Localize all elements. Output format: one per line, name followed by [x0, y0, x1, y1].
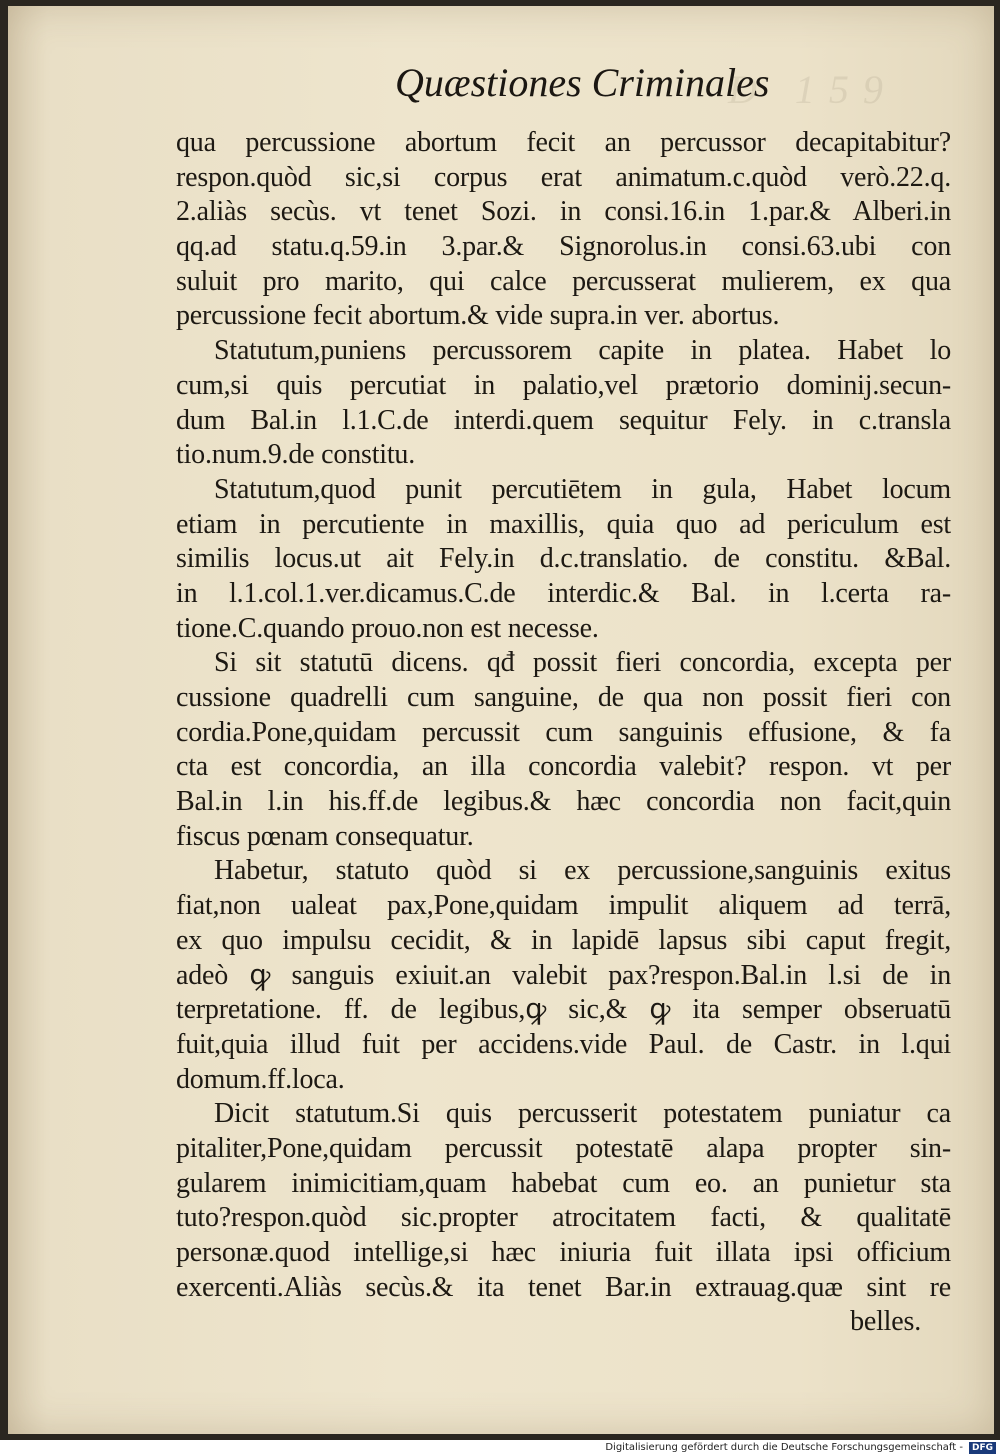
text-line: in l.1.col.1.ver.dicamus.C.de interdic.& Bal. in l.certa ra- [176, 577, 951, 609]
text-line: fiat,non ualeat pax,Pone,quidam impulit aliquem ad terrā, [176, 890, 951, 922]
text-line: cussione quadrelli cum sanguine, de qua non possit fieri con [176, 682, 951, 713]
text-line: qq.ad statu.q.59.in 3.par.& Signorolus.in consi.63.ubi con [176, 231, 951, 263]
text-line: pitaliter,Pone,quidam percussit potestatē alapa propter sin- [176, 1132, 951, 1164]
footer-bar [0, 1440, 1000, 1455]
text-line: gularem inimicitiam,quam habebat cum eo. an punietur sta [176, 1167, 951, 1199]
text-line: cum,si quis percutiat in palatio,vel prætorio dominij.secun- [176, 369, 951, 401]
text-line: similis locus.ut ait Fely.in d.c.translatio. de constitu. &Bal. [176, 543, 951, 575]
text-line: 2.aliàs secùs. vt tenet Sozi. in consi.16.in 1.par.& Alberi.in [176, 196, 951, 228]
text-line: cordia.Pone,quidam percussit cum sanguinis effusione, & fa [176, 716, 951, 748]
text-line: terpretatione. ff. de legibus,ꝙ sic,& ꝙ ita semper obseruatū [176, 994, 951, 1026]
text-line: Si sit statutū dicens. qđ possit fieri concordia, excepta per [214, 647, 951, 679]
text-line: percussione fecit abortum.& vide supra.in ver. abortus. [176, 300, 780, 332]
text-line: dum Bal.in l.1.C.de interdi.quem sequitur Fely. in c.transla [176, 404, 951, 436]
text-line: Statutum,quod punit percutiētem in gula, Habet locum [214, 473, 951, 505]
running-head: Quæstiones Criminales [395, 60, 770, 105]
text-line: exercenti.Aliàs secùs.& ita tenet Bar.in extrauag.quæ sint re [176, 1271, 951, 1303]
text-line: tione.C.quando prouo.non est necesse. [176, 612, 599, 644]
text-line: adeò ꝙ sanguis exiuit.an valebit pax?respon.Bal.in l.si de in [176, 959, 951, 991]
bleed-through-text: D 1 5 9 [728, 67, 885, 112]
text-line: Dicit statutum.Si quis percusserit potestatem puniatur ca [214, 1098, 951, 1130]
text-line: domum.ff.loca. [176, 1063, 345, 1095]
text-line: personæ.quod intellige,si hæc iniuria fuit illata ipsi officium [176, 1237, 951, 1268]
funding-credit: Digitalisierung gefördert durch die Deutsche Forschungsgemeinschaft - [605, 1442, 963, 1453]
text-line: Bal.in l.in his.ff.de legibus.& hæc concordia non facit,quin [176, 786, 951, 818]
text-line: Habetur, statuto quòd si ex percussione,sanguinis exitus [214, 855, 951, 887]
text-line: fiscus pœnam consequatur. [176, 820, 474, 852]
text-line: fuit,quia illud fuit per accidens.vide Paul. de Castr. in l.qui [176, 1028, 951, 1060]
text-line: tuto?respon.quòd sic.propter atrocitatem facti, & qualitatē [176, 1202, 951, 1234]
dfg-logo-icon: DFG [969, 1442, 996, 1454]
text-line: ex quo impulsu cecidit, & in lapidē lapsus sibi caput fregit, [176, 924, 951, 956]
text-line: Statutum,puniens percussorem capite in platea. Habet lo [214, 335, 951, 367]
body-text [176, 126, 951, 1340]
text-line: etiam in percutiente in maxillis, quia quo ad periculum est [176, 508, 951, 540]
text-line: suluit pro marito, qui calce percusserat mulierem, ex qua [176, 265, 951, 297]
catchword: belles. [850, 1306, 921, 1338]
text-line: qua percussione abortum fecit an percussor decapitabitur? [176, 127, 951, 158]
text-line: respon.quòd sic,si corpus erat animatum.c.quòd verò.22.q. [176, 161, 951, 193]
text-line: cta est concordia, an illa concordia valebit? respon. vt per [176, 751, 951, 783]
text-line: tio.num.9.de constitu. [176, 439, 416, 471]
